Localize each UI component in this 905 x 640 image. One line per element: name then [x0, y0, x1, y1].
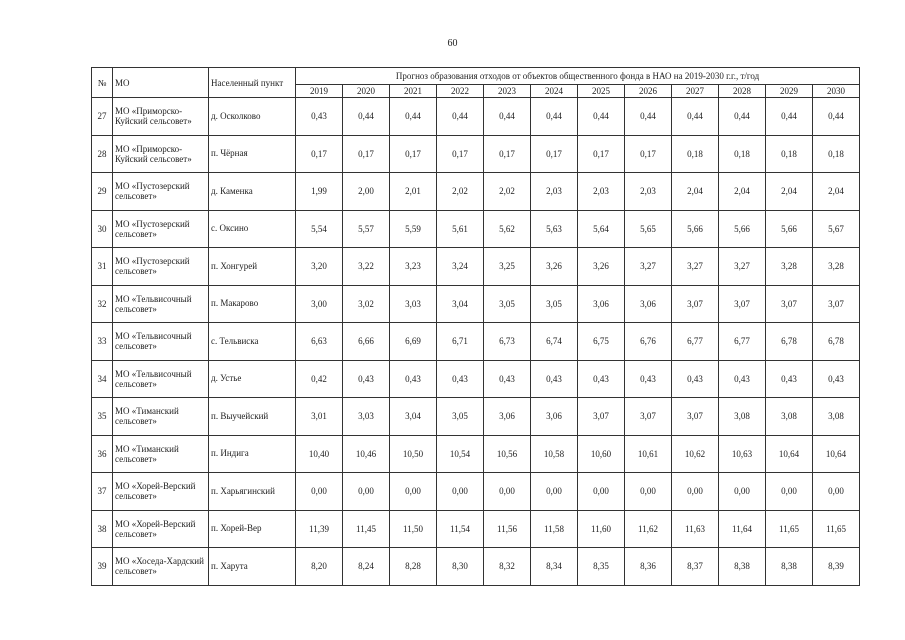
municipality-cell: МО «Тиманский сельсовет» [113, 398, 209, 436]
value-cell: 0,00 [437, 473, 484, 511]
value-cell: 6,77 [672, 323, 719, 361]
value-cell: 0,43 [484, 360, 531, 398]
row-number: 37 [92, 473, 113, 511]
header-no: № [92, 68, 113, 98]
value-cell: 0,17 [484, 135, 531, 173]
municipality-cell: МО «Хорей-Верский сельсовет» [113, 473, 209, 511]
header-year: 2022 [437, 85, 484, 98]
value-cell: 3,08 [719, 398, 766, 436]
municipality-cell: МО «Тельвисочный сельсовет» [113, 323, 209, 361]
value-cell: 8,28 [390, 548, 437, 586]
value-cell: 3,22 [343, 248, 390, 286]
header-year: 2030 [813, 85, 860, 98]
table-row [92, 473, 860, 511]
value-cell: 10,58 [531, 435, 578, 473]
value-cell: 0,43 [578, 360, 625, 398]
value-cell: 0,17 [390, 135, 437, 173]
value-cell: 5,67 [813, 210, 860, 248]
header-year: 2027 [672, 85, 719, 98]
waste-forecast-table [91, 67, 860, 586]
value-cell: 0,00 [813, 473, 860, 511]
value-cell: 5,59 [390, 210, 437, 248]
value-cell: 0,44 [813, 98, 860, 136]
value-cell: 6,66 [343, 323, 390, 361]
value-cell: 5,63 [531, 210, 578, 248]
value-cell: 0,18 [672, 135, 719, 173]
table-row [92, 135, 860, 173]
value-cell: 5,54 [296, 210, 343, 248]
value-cell: 3,26 [578, 248, 625, 286]
settlement-cell: с. Оксино [209, 210, 296, 248]
header-year: 2025 [578, 85, 625, 98]
value-cell: 10,62 [672, 435, 719, 473]
settlement-cell: п. Макарово [209, 285, 296, 323]
value-cell: 6,76 [625, 323, 672, 361]
value-cell: 0,00 [296, 473, 343, 511]
value-cell: 3,27 [625, 248, 672, 286]
value-cell: 3,00 [296, 285, 343, 323]
value-cell: 11,50 [390, 510, 437, 548]
settlement-cell: д. Осколково [209, 98, 296, 136]
header-forecast: Прогноз образования отходов от объектов общественного фонда в НАО на 2019-2030 г.г., т/год [296, 68, 860, 85]
value-cell: 0,18 [766, 135, 813, 173]
table-row [92, 360, 860, 398]
value-cell: 3,06 [531, 398, 578, 436]
municipality-cell: МО «Приморско-Куйский сельсовет» [113, 98, 209, 136]
value-cell: 6,73 [484, 323, 531, 361]
row-number: 29 [92, 173, 113, 211]
municipality-cell: МО «Тиманский сельсовет» [113, 435, 209, 473]
table-row [92, 173, 860, 211]
header-year: 2019 [296, 85, 343, 98]
value-cell: 3,25 [484, 248, 531, 286]
value-cell: 0,44 [437, 98, 484, 136]
value-cell: 0,17 [296, 135, 343, 173]
header-year: 2029 [766, 85, 813, 98]
settlement-cell: с. Тельвиска [209, 323, 296, 361]
value-cell: 2,04 [766, 173, 813, 211]
header-year: 2026 [625, 85, 672, 98]
value-cell: 0,00 [343, 473, 390, 511]
table-row [92, 398, 860, 436]
value-cell: 6,78 [813, 323, 860, 361]
value-cell: 1,99 [296, 173, 343, 211]
municipality-cell: МО «Хорей-Верский сельсовет» [113, 510, 209, 548]
value-cell: 0,44 [625, 98, 672, 136]
row-number: 28 [92, 135, 113, 173]
value-cell: 0,43 [437, 360, 484, 398]
value-cell: 5,61 [437, 210, 484, 248]
value-cell: 0,44 [484, 98, 531, 136]
value-cell: 2,03 [531, 173, 578, 211]
value-cell: 2,02 [484, 173, 531, 211]
value-cell: 2,01 [390, 173, 437, 211]
header-year: 2021 [390, 85, 437, 98]
value-cell: 6,69 [390, 323, 437, 361]
table-row [92, 98, 860, 136]
value-cell: 3,07 [766, 285, 813, 323]
row-number: 30 [92, 210, 113, 248]
table-body [92, 98, 860, 586]
settlement-cell: д. Устье [209, 360, 296, 398]
municipality-cell: МО «Тельвисочный сельсовет» [113, 285, 209, 323]
header-place: Населенный пункт [209, 68, 296, 98]
municipality-cell: МО «Пустозерский сельсовет» [113, 173, 209, 211]
value-cell: 0,44 [578, 98, 625, 136]
value-cell: 3,23 [390, 248, 437, 286]
value-cell: 8,24 [343, 548, 390, 586]
header-year: 2023 [484, 85, 531, 98]
value-cell: 5,64 [578, 210, 625, 248]
value-cell: 0,44 [766, 98, 813, 136]
table-row [92, 548, 860, 586]
municipality-cell: МО «Хоседа-Хардский сельсовет» [113, 548, 209, 586]
value-cell: 0,17 [437, 135, 484, 173]
value-cell: 10,54 [437, 435, 484, 473]
value-cell: 2,03 [625, 173, 672, 211]
value-cell: 11,54 [437, 510, 484, 548]
value-cell: 0,18 [813, 135, 860, 173]
row-number: 27 [92, 98, 113, 136]
value-cell: 10,40 [296, 435, 343, 473]
value-cell: 6,71 [437, 323, 484, 361]
settlement-cell: п. Чёрная [209, 135, 296, 173]
value-cell: 8,32 [484, 548, 531, 586]
value-cell: 6,78 [766, 323, 813, 361]
value-cell: 0,00 [766, 473, 813, 511]
value-cell: 3,26 [531, 248, 578, 286]
value-cell: 0,00 [625, 473, 672, 511]
value-cell: 8,34 [531, 548, 578, 586]
value-cell: 0,17 [625, 135, 672, 173]
value-cell: 3,08 [813, 398, 860, 436]
municipality-cell: МО «Тельвисочный сельсовет» [113, 360, 209, 398]
value-cell: 3,28 [813, 248, 860, 286]
value-cell: 0,00 [390, 473, 437, 511]
settlement-cell: п. Индига [209, 435, 296, 473]
row-number: 39 [92, 548, 113, 586]
page-number: 60 [447, 38, 458, 49]
value-cell: 3,02 [343, 285, 390, 323]
value-cell: 0,00 [531, 473, 578, 511]
value-cell: 3,20 [296, 248, 343, 286]
value-cell: 0,43 [296, 98, 343, 136]
value-cell: 3,07 [578, 398, 625, 436]
value-cell: 3,06 [484, 398, 531, 436]
value-cell: 8,30 [437, 548, 484, 586]
value-cell: 5,66 [766, 210, 813, 248]
value-cell: 11,56 [484, 510, 531, 548]
value-cell: 3,06 [578, 285, 625, 323]
row-number: 33 [92, 323, 113, 361]
value-cell: 5,57 [343, 210, 390, 248]
table-row [92, 323, 860, 361]
value-cell: 5,65 [625, 210, 672, 248]
value-cell: 5,66 [672, 210, 719, 248]
value-cell: 0,00 [484, 473, 531, 511]
value-cell: 0,43 [531, 360, 578, 398]
value-cell: 3,06 [625, 285, 672, 323]
value-cell: 10,60 [578, 435, 625, 473]
value-cell: 3,05 [484, 285, 531, 323]
table-row [92, 248, 860, 286]
settlement-cell: п. Харьягинский [209, 473, 296, 511]
value-cell: 8,36 [625, 548, 672, 586]
settlement-cell: п. Выучейский [209, 398, 296, 436]
value-cell: 3,03 [390, 285, 437, 323]
value-cell: 11,39 [296, 510, 343, 548]
municipality-cell: МО «Пустозерский сельсовет» [113, 248, 209, 286]
header-year: 2028 [719, 85, 766, 98]
value-cell: 3,07 [672, 398, 719, 436]
value-cell: 3,27 [672, 248, 719, 286]
row-number: 36 [92, 435, 113, 473]
value-cell: 6,63 [296, 323, 343, 361]
value-cell: 6,74 [531, 323, 578, 361]
value-cell: 8,35 [578, 548, 625, 586]
value-cell: 2,02 [437, 173, 484, 211]
value-cell: 2,00 [343, 173, 390, 211]
value-cell: 10,56 [484, 435, 531, 473]
value-cell: 0,43 [625, 360, 672, 398]
value-cell: 0,43 [343, 360, 390, 398]
value-cell: 0,00 [719, 473, 766, 511]
value-cell: 3,04 [390, 398, 437, 436]
value-cell: 0,17 [531, 135, 578, 173]
row-number: 35 [92, 398, 113, 436]
value-cell: 11,60 [578, 510, 625, 548]
header-mo: МО [113, 68, 209, 98]
settlement-cell: п. Хонгурей [209, 248, 296, 286]
table-row [92, 285, 860, 323]
value-cell: 10,50 [390, 435, 437, 473]
municipality-cell: МО «Приморско-Куйский сельсовет» [113, 135, 209, 173]
value-cell: 0,43 [813, 360, 860, 398]
value-cell: 8,38 [719, 548, 766, 586]
value-cell: 3,28 [766, 248, 813, 286]
value-cell: 0,17 [578, 135, 625, 173]
value-cell: 10,63 [719, 435, 766, 473]
value-cell: 0,43 [766, 360, 813, 398]
settlement-cell: д. Каменка [209, 173, 296, 211]
settlement-cell: п. Хорей-Вер [209, 510, 296, 548]
value-cell: 3,04 [437, 285, 484, 323]
value-cell: 0,00 [672, 473, 719, 511]
value-cell: 3,07 [672, 285, 719, 323]
value-cell: 0,44 [531, 98, 578, 136]
row-number: 31 [92, 248, 113, 286]
value-cell: 3,07 [719, 285, 766, 323]
value-cell: 8,38 [766, 548, 813, 586]
value-cell: 0,44 [343, 98, 390, 136]
value-cell: 3,07 [625, 398, 672, 436]
settlement-cell: п. Харута [209, 548, 296, 586]
value-cell: 0,42 [296, 360, 343, 398]
value-cell: 11,58 [531, 510, 578, 548]
value-cell: 10,61 [625, 435, 672, 473]
value-cell: 6,75 [578, 323, 625, 361]
value-cell: 0,44 [672, 98, 719, 136]
value-cell: 3,05 [437, 398, 484, 436]
municipality-cell: МО «Пустозерский сельсовет» [113, 210, 209, 248]
value-cell: 0,43 [390, 360, 437, 398]
value-cell: 10,46 [343, 435, 390, 473]
value-cell: 11,45 [343, 510, 390, 548]
value-cell: 0,00 [578, 473, 625, 511]
value-cell: 3,08 [766, 398, 813, 436]
value-cell: 3,05 [531, 285, 578, 323]
value-cell: 10,64 [766, 435, 813, 473]
value-cell: 11,64 [719, 510, 766, 548]
value-cell: 5,66 [719, 210, 766, 248]
value-cell: 2,03 [578, 173, 625, 211]
value-cell: 3,03 [343, 398, 390, 436]
value-cell: 0,18 [719, 135, 766, 173]
value-cell: 3,01 [296, 398, 343, 436]
value-cell: 8,20 [296, 548, 343, 586]
value-cell: 3,24 [437, 248, 484, 286]
row-number: 34 [92, 360, 113, 398]
value-cell: 2,04 [672, 173, 719, 211]
value-cell: 11,65 [813, 510, 860, 548]
value-cell: 0,43 [719, 360, 766, 398]
value-cell: 11,65 [766, 510, 813, 548]
value-cell: 8,37 [672, 548, 719, 586]
value-cell: 8,39 [813, 548, 860, 586]
header-year: 2020 [343, 85, 390, 98]
value-cell: 0,44 [390, 98, 437, 136]
table-row [92, 435, 860, 473]
value-cell: 6,77 [719, 323, 766, 361]
value-cell: 11,63 [672, 510, 719, 548]
value-cell: 3,27 [719, 248, 766, 286]
row-number: 32 [92, 285, 113, 323]
value-cell: 2,04 [719, 173, 766, 211]
value-cell: 0,43 [672, 360, 719, 398]
header-year: 2024 [531, 85, 578, 98]
table-row [92, 210, 860, 248]
value-cell: 10,64 [813, 435, 860, 473]
value-cell: 0,44 [719, 98, 766, 136]
value-cell: 0,17 [343, 135, 390, 173]
table-row [92, 510, 860, 548]
value-cell: 5,62 [484, 210, 531, 248]
value-cell: 3,07 [813, 285, 860, 323]
value-cell: 11,62 [625, 510, 672, 548]
value-cell: 2,04 [813, 173, 860, 211]
row-number: 38 [92, 510, 113, 548]
